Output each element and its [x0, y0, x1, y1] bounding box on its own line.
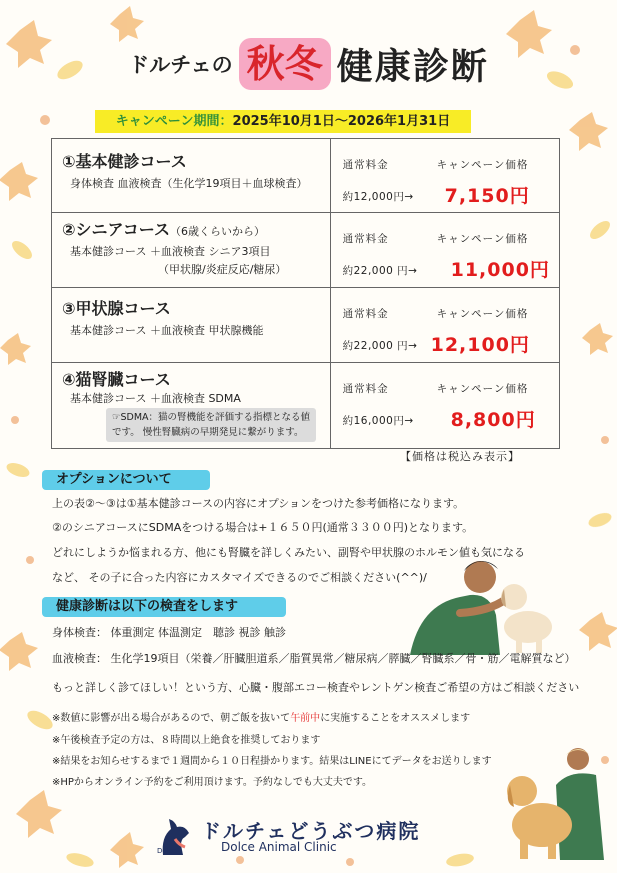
tax-included-note: 【価格は税込み表示】 [400, 450, 520, 463]
note-highlight: 午前中 [290, 713, 321, 724]
physical-exam-line: 身体検査： 体重測定 体温測定 聴診 視診 触診 [52, 626, 286, 639]
regular-price: 約22,000 円→ [342, 265, 418, 277]
campaign-price: 7,150円 [444, 185, 530, 207]
course-name: ①基本健診コース [62, 152, 187, 171]
note-line: ※午後検査予定の方は、８時間以上絶食を推奨しております [52, 735, 321, 746]
course-desc: 基本健診コース ＋血液検査 シニア3項目 [70, 245, 271, 258]
options-line: ②のシニアコースにSDMAをつける場合は+１６５０円(通常３３００円)となります。 [52, 521, 474, 534]
note-line: ※結果をお知らせするまで１週間から１０日程掛かります。結果はLINEにてデータをお送りします [52, 756, 492, 767]
title-highlight: 秋冬 [239, 38, 331, 90]
options-line: など、 その子に合った内容にカスタマイズできるのでご相談ください(^^)/ [52, 571, 427, 584]
course-info [52, 213, 331, 288]
options-line: 上の表②～③は①基本健診コースの内容にオプションをつけた参考価格になります。 [52, 497, 465, 510]
course-price [330, 363, 559, 449]
sdma-note: ☞SDMA：猫の腎機能を評価する指標となる値 です。 慢性腎臓病の早期発見に繋がります。 [106, 408, 316, 442]
period-label: キャンペーン期間： [115, 114, 233, 129]
page-title [0, 38, 617, 90]
table-row [52, 363, 560, 449]
regular-price-label: 通常料金 [342, 308, 389, 320]
campaign-price: 12,100円 [430, 334, 530, 356]
title-prefix: ドルチェの [128, 53, 233, 77]
campaign-price: 11,000円 [450, 259, 550, 281]
campaign-price: 8,800円 [450, 409, 536, 431]
period-end: 2026年1月31日 [347, 114, 451, 129]
table-row [52, 139, 560, 213]
course-price [330, 288, 559, 363]
regular-price-label: 通常料金 [342, 383, 389, 395]
options-heading: オプションについて [42, 470, 210, 490]
period-start: 2025年10月1日 [232, 114, 335, 129]
course-name: ③甲状腺コース [62, 299, 171, 318]
note-line: ※数値に影響が出る場合があるので、朝ご飯を抜いて午前中に実施することをオススメします [52, 713, 471, 724]
course-desc: 基本健診コース ＋血液検査 甲状腺機能 [70, 324, 264, 337]
course-name-note: （6歳くらいから） [169, 225, 265, 238]
campaign-period-banner [95, 110, 471, 133]
course-price-table [51, 138, 560, 449]
clinic-logo [155, 815, 455, 859]
course-price [330, 139, 559, 213]
clinic-name-en: Dolce Animal Clinic [221, 840, 337, 854]
campaign-price-label: キャンペーン価格 [436, 308, 529, 320]
table-row [52, 213, 560, 288]
regular-price-label: 通常料金 [342, 159, 389, 171]
options-line: どれにしようか悩まれる方、他にも腎臓を詳しくみたい、副腎や甲状腺のホルモン値も気になる [52, 546, 525, 559]
further-exam-line: もっと詳しく診てほしい！という方、心臓・腹部エコー検査やレントゲン検査ご希望の方はご相談ください [52, 681, 580, 694]
note-line: ※HPからオンライン予約をご利用頂けます。予約なしでも大丈夫です。 [52, 777, 373, 788]
course-desc: 身体検査 血液検査（生化学19項目＋血球検査） [70, 177, 308, 190]
course-name: ②シニアコース（6歳くらいから） [62, 220, 265, 239]
regular-price: 約22,000 円→ [342, 340, 418, 352]
vet-examining-dog-illustration [400, 535, 560, 655]
clinic-name-jp: ドルチェどうぶつ病院 [201, 819, 421, 843]
logo-small-text: Dolce [157, 847, 177, 855]
vet-with-dog-illustration [500, 745, 610, 860]
title-main: 健康診断 [336, 46, 489, 88]
blood-exam-line: 血液検査： 生化学19項目（栄養／肝臓胆道系／脂質異常／糖尿病／膵臓／腎臓系／骨・筋／電解質など） [52, 652, 576, 665]
period-sep: ～ [334, 114, 348, 129]
regular-price: 約12,000円→ [342, 191, 414, 203]
course-desc: 基本健診コース ＋血液検査 SDMA [70, 392, 241, 405]
course-info [52, 139, 331, 213]
campaign-price-label: キャンペーン価格 [436, 383, 529, 395]
table-row [52, 288, 560, 363]
regular-price-label: 通常料金 [342, 233, 389, 245]
course-info [52, 288, 331, 363]
course-price [330, 213, 559, 288]
campaign-price-label: キャンペーン価格 [436, 233, 529, 245]
course-info [52, 363, 331, 449]
regular-price: 約16,000円→ [342, 415, 414, 427]
course-desc: （甲状腺/炎症反応/糖尿） [158, 263, 287, 276]
course-name: ④猫腎臓コース [62, 370, 171, 389]
campaign-price-label: キャンペーン価格 [436, 159, 529, 171]
exams-heading: 健康診断は以下の検査をします [42, 597, 286, 617]
